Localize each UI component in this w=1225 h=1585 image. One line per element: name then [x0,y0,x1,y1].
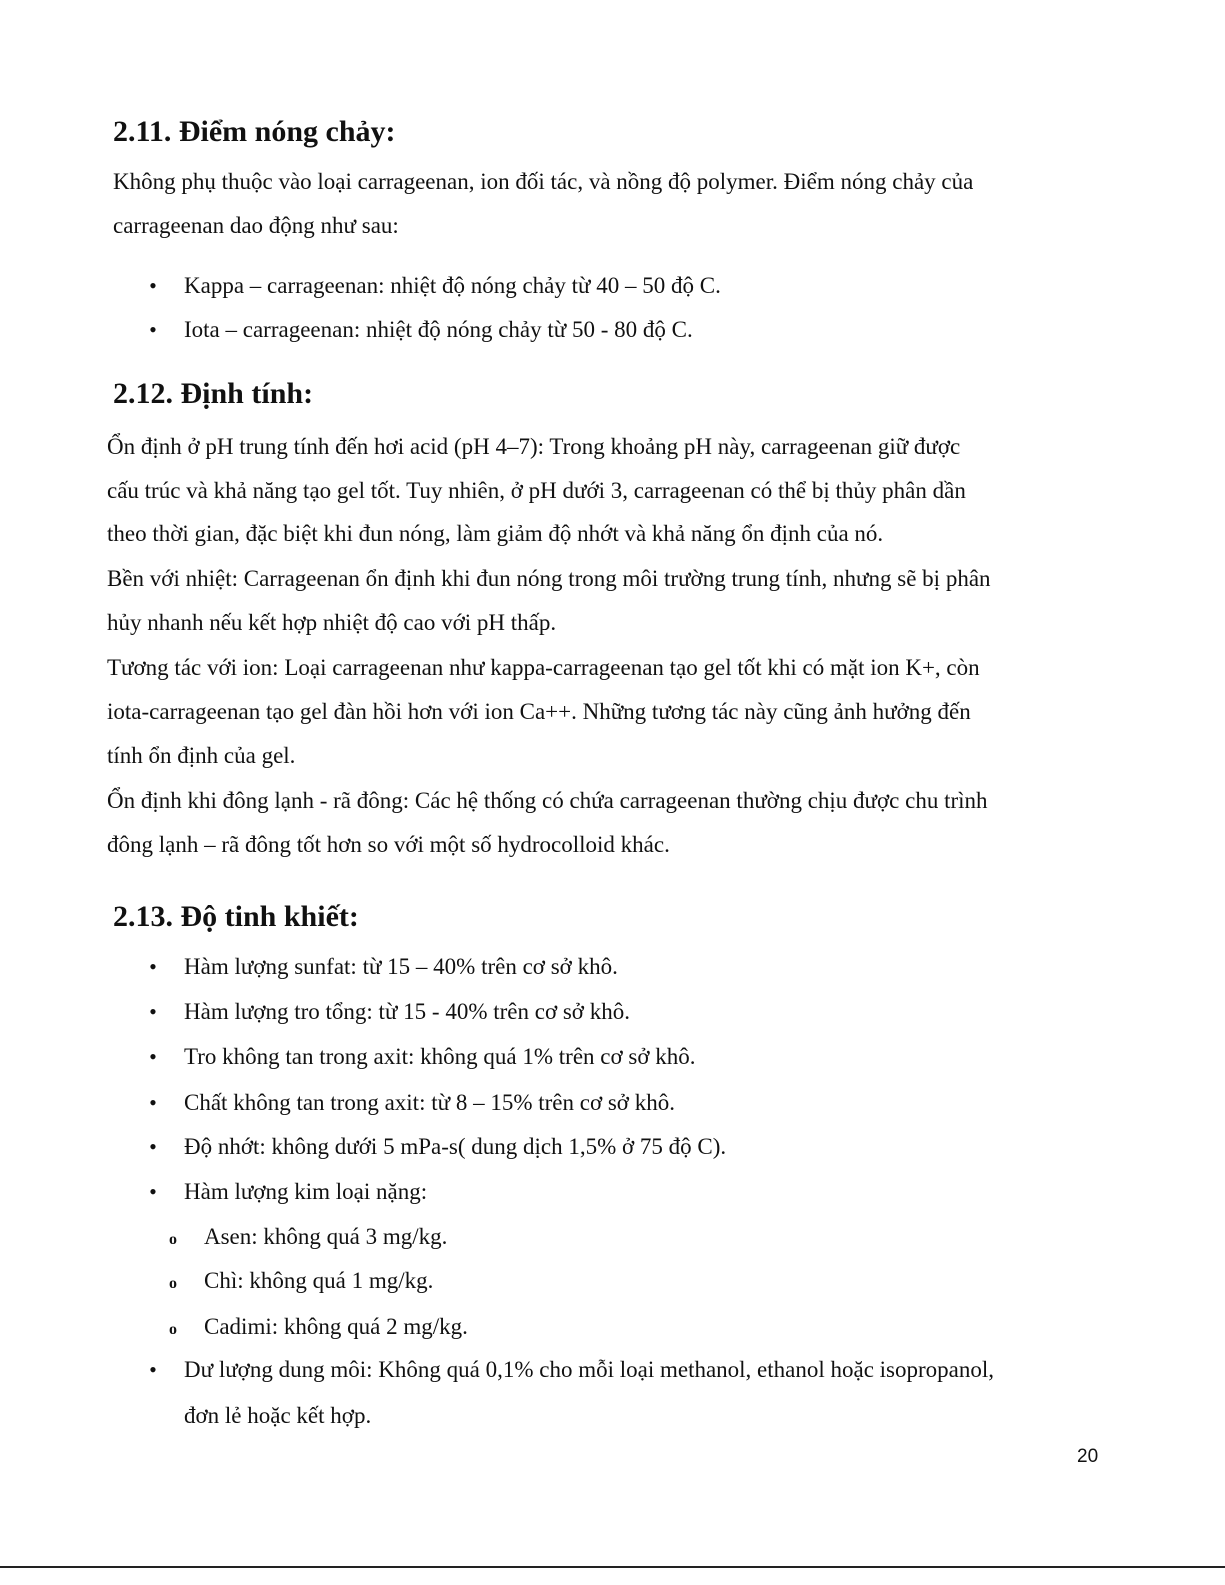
heading-2-11: 2.11. Điểm nóng chảy: [113,115,396,148]
list-item: Iota – carrageenan: nhiệt độ nóng chảy từ 50 - 80 độ C. [184,317,693,342]
page-number: 20 [1077,1446,1099,1467]
bullet-icon: • [149,999,157,1024]
bullet-icon: • [149,273,157,298]
list-item: Hàm lượng sunfat: từ 15 – 40% trên cơ sở khô. [184,954,618,979]
paragraph-line: tính ổn định của gel. [107,743,296,768]
bullet-icon: • [149,954,157,979]
sub-list-item: Chì: không quá 1 mg/kg. [204,1268,434,1293]
sub-bullet-icon: o [169,1321,177,1338]
sub-list-item: Cadimi: không quá 2 mg/kg. [204,1314,468,1339]
paragraph-line: iota-carrageenan tạo gel đàn hồi hơn với ion Ca++. Những tương tác này cũng ảnh hưởng đến [107,699,971,724]
bullet-icon: • [149,1044,157,1069]
paragraph-line: carrageenan dao động như sau: [113,213,399,238]
paragraph-line: đông lạnh – rã đông tốt hơn so với một số hydrocolloid khác. [107,832,670,857]
paragraph-line: Không phụ thuộc vào loại carrageenan, ion đối tác, và nồng độ polymer. Điểm nóng chảy của [113,169,974,194]
list-item-continuation: đơn lẻ hoặc kết hợp. [184,1403,372,1428]
bottom-divider [0,1566,1225,1568]
bullet-icon: • [149,1134,157,1159]
paragraph-line: Ổn định ở pH trung tính đến hơi acid (pH 4–7): Trong khoảng pH này, carrageenan giữ được [107,434,961,459]
paragraph-line: hủy nhanh nếu kết hợp nhiệt độ cao với pH thấp. [107,610,557,635]
bullet-icon: • [149,317,157,342]
paragraph-line: theo thời gian, đặc biệt khi đun nóng, làm giảm độ nhớt và khả năng ổn định của nó. [107,521,884,546]
list-item: Dư lượng dung môi: Không quá 0,1% cho mỗi loại methanol, ethanol hoặc isopropanol, [184,1357,995,1382]
heading-2-12: 2.12. Định tính: [113,377,314,410]
bullet-icon: • [149,1179,157,1204]
heading-2-13: 2.13. Độ tinh khiết: [113,900,359,933]
paragraph-line: cấu trúc và khả năng tạo gel tốt. Tuy nhiên, ở pH dưới 3, carrageenan có thể bị thủy phân dần [107,478,966,503]
list-item: Chất không tan trong axit: từ 8 – 15% trên cơ sở khô. [184,1090,675,1115]
paragraph-line: Ổn định khi đông lạnh - rã đông: Các hệ thống có chứa carrageenan thường chịu được chu trình [107,788,988,813]
bullet-icon: • [149,1357,157,1382]
list-item: Kappa – carrageenan: nhiệt độ nóng chảy từ 40 – 50 độ C. [184,273,721,298]
list-item: Độ nhớt: không dưới 5 mPa-s( dung dịch 1,5% ở 75 độ C). [184,1134,727,1159]
list-item: Hàm lượng kim loại nặng: [184,1179,428,1204]
list-item: Tro không tan trong axit: không quá 1% trên cơ sở khô. [184,1044,696,1069]
sub-list-item: Asen: không quá 3 mg/kg. [204,1224,448,1249]
sub-bullet-icon: o [169,1231,177,1248]
bullet-icon: • [149,1090,157,1115]
paragraph-line: Bền với nhiệt: Carrageenan ổn định khi đun nóng trong môi trường trung tính, nhưng sẽ bị phân [107,566,991,591]
list-item: Hàm lượng tro tổng: từ 15 - 40% trên cơ sở khô. [184,999,630,1024]
sub-bullet-icon: o [169,1275,177,1292]
paragraph-line: Tương tác với ion: Loại carrageenan như kappa-carrageenan tạo gel tốt khi có mặt ion K+, còn [107,655,980,680]
